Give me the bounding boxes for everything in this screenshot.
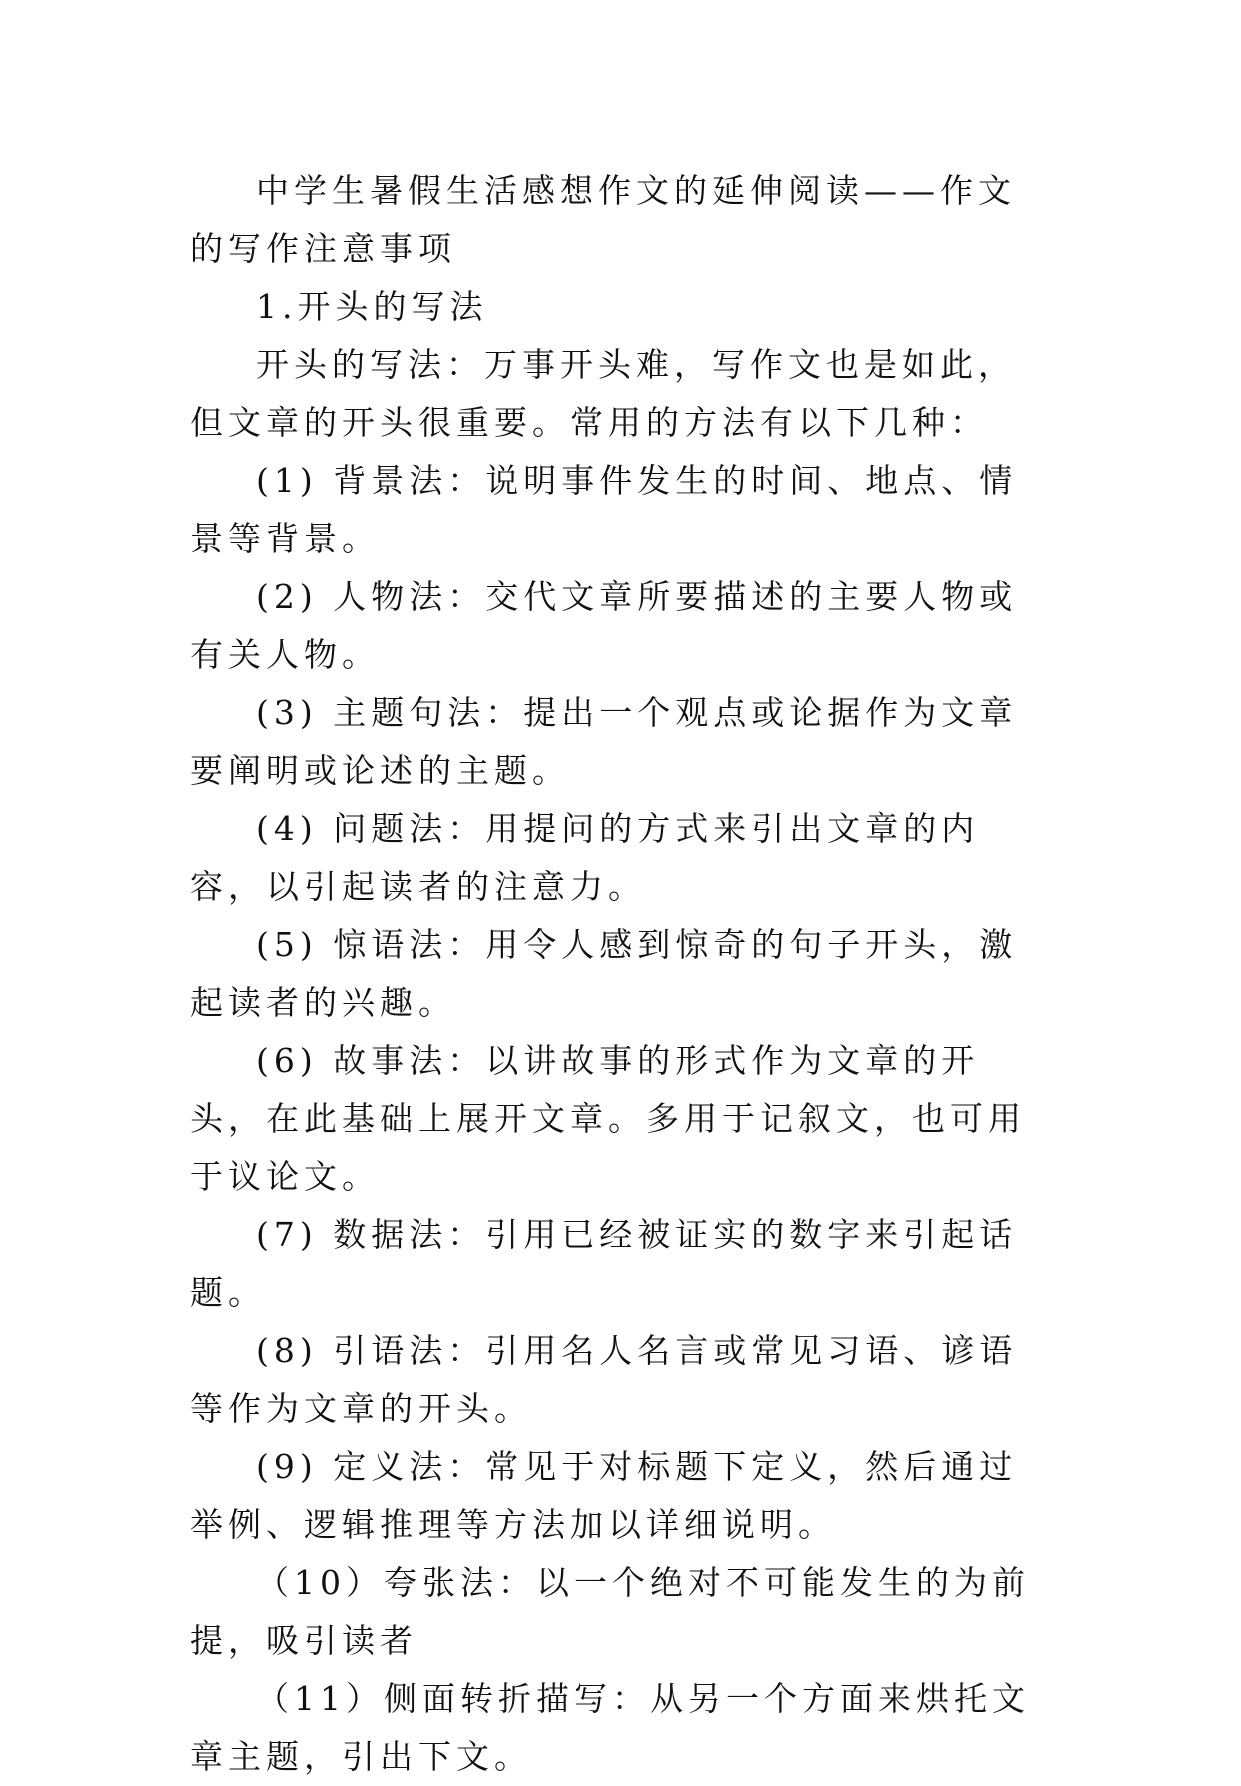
section-heading: 1.开头的写法 — [256, 287, 488, 326]
document-title: 中学生暑假生活感想作文的延伸阅读——作文的写作注意事项 — [190, 171, 1016, 268]
list-item-10: （10）夸张法：以一个绝对不可能发生的为前提，吸引读者 — [190, 1563, 1030, 1660]
document-body — [190, 162, 1050, 1786]
paragraph-intro: 开头的写法：万事开头难，写作文也是如此，但文章的开头很重要。常用的方法有以下几种： — [190, 345, 1016, 442]
list-item-11: （11）侧面转折描写：从另一个方面来烘托文章主题，引出下文。 — [190, 1679, 1030, 1776]
list-item-8: (8) 引语法：引用名人名言或常见习语、谚语等作为文章的开头。 — [190, 1331, 1018, 1428]
list-item-2: (2) 人物法：交代文章所要描述的主要人物或有关人物。 — [190, 577, 1018, 674]
list-item-6: (6) 故事法：以讲故事的形式作为文章的开头，在此基础上展开文章。多用于记叙文，也可用于议论文。 — [190, 1041, 1026, 1196]
list-item-9: (9) 定义法：常见于对标题下定义，然后通过举例、逻辑推理等方法加以详细说明。 — [190, 1447, 1018, 1544]
list-item-4: (4) 问题法：用提问的方式来引出文章的内容，以引起读者的注意力。 — [190, 809, 980, 906]
list-item-3: (3) 主题句法：提出一个观点或论据作为文章要阐明或论述的主题。 — [190, 693, 1018, 790]
list-item-5: (5) 惊语法：用令人感到惊奇的句子开头，激起读者的兴趣。 — [190, 925, 1018, 1022]
list-item-1: (1) 背景法：说明事件发生的时间、地点、情景等背景。 — [190, 461, 1018, 558]
list-item-7: (7) 数据法：引用已经被证实的数字来引起话题。 — [190, 1215, 1018, 1312]
